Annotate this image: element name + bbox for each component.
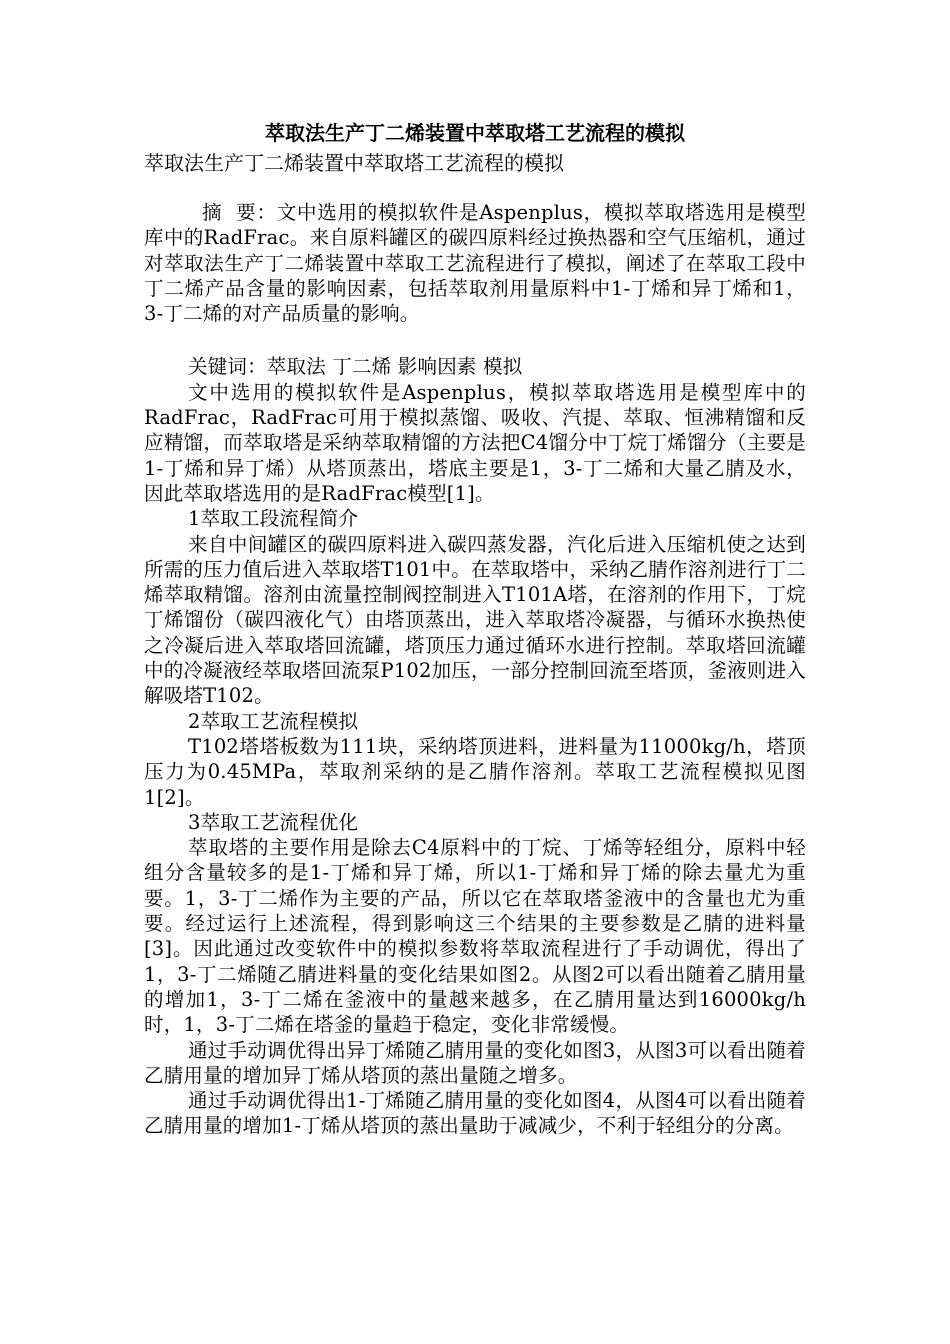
intro-paragraph: 文中选用的模拟软件是Aspenplus，模拟萃取塔选用是模型库中的RadFrac，RadFrac可用于模拟蒸馏、吸收、汽提、萃取、恒沸精馏和反应精馏，而萃取塔是采纳萃取精馏的方法把C4馏分中丁烷丁烯馏分（主要是1-丁烯和异丁烯）从塔顶蒸出，塔底主要是1，3-丁二烯和大量乙腈及水，因此萃取塔选用的是RadFrac模型[1]。 [144, 380, 806, 505]
figure-3-paragraph: 通过手动调优得出异丁烯随乙腈用量的变化如图3，从图3可以看出随着乙腈用量的增加异丁烯从塔顶的蒸出量随之增多。 [144, 1038, 806, 1087]
section-1-paragraph: 来自中间罐区的碳四原料进入碳四蒸发器，汽化后进入压缩机使之达到所需的压力值后进入萃取塔T101中。在萃取塔中，采纳乙腈作溶剂进行丁二烯萃取精馏。溶剂由流量控制阀控制进入T101A塔，在溶剂的作用下，丁烷丁烯馏份（碳四液化气）由塔顶蒸出，进入萃取塔冷凝器，与循环水换热使之冷凝后进入萃取塔回流罐，塔顶压力通过循环水进行控制。萃取塔回流罐中的冷凝液经萃取塔回流泵P102加压，一部分控制回流至塔顶，釜液则进入解吸塔T102。 [144, 532, 806, 708]
figure-4-paragraph: 通过手动调优得出1-丁烯随乙腈用量的变化如图4，从图4可以看出随着乙腈用量的增加1-丁烯从塔顶的蒸出量助于减减少，不利于轻组分的分离。 [144, 1089, 806, 1138]
document-subtitle: 萃取法生产丁二烯装置中萃取塔工艺流程的模拟 [144, 151, 564, 175]
section-2-paragraph: T102塔塔板数为111块，采纳塔顶进料，进料量为11000kg/h，塔顶压力为0.45MPa，萃取剂采纳的是乙腈作溶剂。萃取工艺流程模拟见图1[2]。 [144, 734, 806, 809]
section-1-heading: 1萃取工段流程简介 [188, 507, 359, 531]
abstract-paragraph [144, 200, 806, 326]
section-2-heading: 2萃取工艺流程模拟 [188, 709, 359, 733]
abstract-label: 摘 要： [202, 201, 277, 224]
section-3-heading: 3萃取工艺流程优化 [188, 810, 359, 834]
abstract-text: 文中选用的模拟软件是Aspenplus，模拟萃取塔选用是模型库中的RadFrac。来自原料罐区的碳四原料经过换热器和空气压缩机，通过对萃取法生产丁二烯装置中萃取工艺流程进行了模拟，阐述了在萃取工段中丁二烯产品含量的影响因素，包括萃取剂用量原料中1-丁烯和异丁烯和1，3-丁二烯的对产品质量的影响。 [144, 201, 806, 326]
document-title: 萃取法生产丁二烯装置中萃取塔工艺流程的模拟 [265, 121, 685, 145]
document-page [144, 118, 806, 1139]
section-3-paragraph: 萃取塔的主要作用是除去C4原料中的丁烷、丁烯等轻组分，原料中轻组分含量较多的是1-丁烯和异丁烯，所以1-丁烯和异丁烯的除去量尤为重要。1，3-丁二烯作为主要的产品，所以它在萃取塔釜液中的含量也尤为重要。经过运行上述流程，得到影响这三个结果的主要参数是乙腈的进料量[3]。因此通过改变软件中的模拟参数将萃取流程进行了手动调优，得出了1，3-丁二烯随乙腈进料量的变化结果如图2。从图2可以看出随着乙腈用量的增加1，3-丁二烯在釜液中的量越来越多，在乙腈用量达到16000kg/h时，1，3-丁二烯在塔釜的量趋于稳定，变化非常缓慢。 [144, 836, 806, 1037]
keywords: 关键词：萃取法 丁二烯 影响因素 模拟 [188, 355, 523, 379]
